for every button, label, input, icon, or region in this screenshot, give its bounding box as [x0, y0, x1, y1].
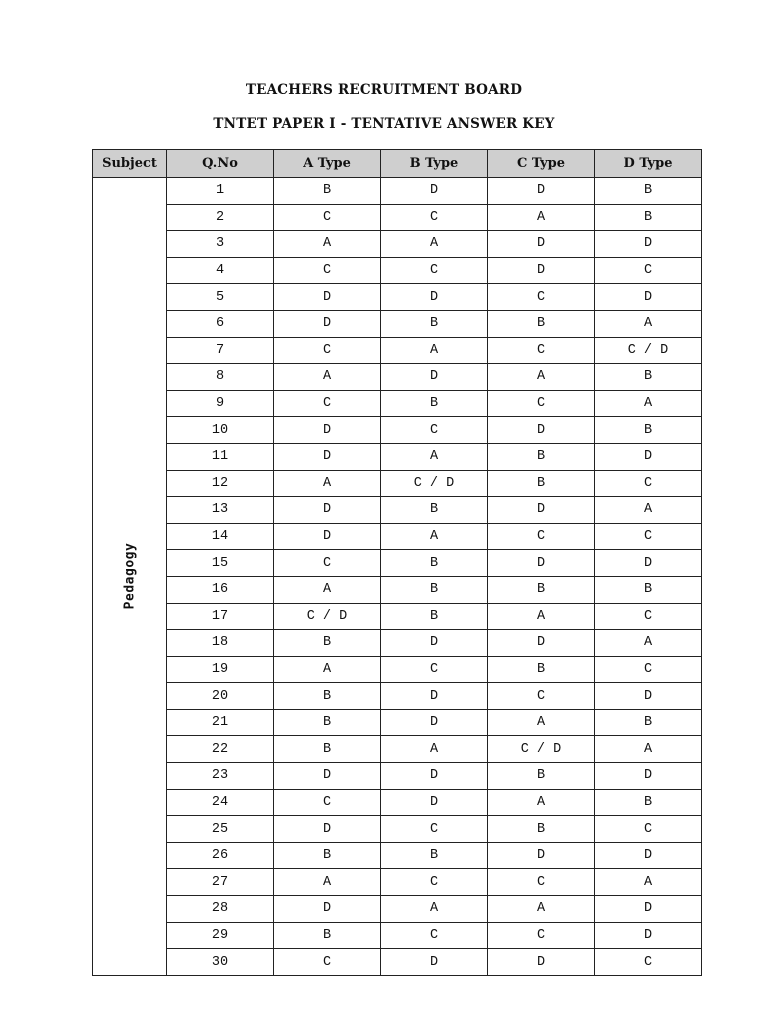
a-type-answer-cell: C / D — [274, 603, 381, 630]
b-type-answer-cell: B — [381, 576, 488, 603]
a-type-answer-cell: C — [274, 550, 381, 577]
c-type-answer-cell: C — [488, 683, 595, 710]
a-type-answer-cell: A — [274, 656, 381, 683]
d-type-answer-cell: A — [595, 630, 702, 657]
d-type-answer-cell: B — [595, 709, 702, 736]
a-type-answer-cell: C — [274, 789, 381, 816]
a-type-answer-cell: B — [274, 683, 381, 710]
question-number-cell: 2 — [167, 204, 274, 231]
d-type-answer-cell: A — [595, 869, 702, 896]
column-header-b-type: B Type — [381, 150, 488, 178]
question-number-cell: 29 — [167, 922, 274, 949]
a-type-answer-cell: D — [274, 310, 381, 337]
a-type-answer-cell: A — [274, 869, 381, 896]
question-number-cell: 25 — [167, 816, 274, 843]
c-type-answer-cell: D — [488, 630, 595, 657]
a-type-answer-cell: C — [274, 949, 381, 976]
table-row — [93, 257, 702, 284]
a-type-answer-cell: B — [274, 630, 381, 657]
a-type-answer-cell: A — [274, 231, 381, 258]
a-type-answer-cell: D — [274, 763, 381, 790]
a-type-answer-cell: D — [274, 443, 381, 470]
table-row — [93, 763, 702, 790]
d-type-answer-cell: A — [595, 497, 702, 524]
table-row — [93, 390, 702, 417]
question-number-cell: 13 — [167, 497, 274, 524]
b-type-answer-cell: A — [381, 337, 488, 364]
question-number-cell: 20 — [167, 683, 274, 710]
table-row — [93, 310, 702, 337]
d-type-answer-cell: C — [595, 257, 702, 284]
d-type-answer-cell: B — [595, 417, 702, 444]
a-type-answer-cell: C — [274, 204, 381, 231]
b-type-answer-cell: C — [381, 417, 488, 444]
b-type-answer-cell: A — [381, 443, 488, 470]
d-type-answer-cell: B — [595, 789, 702, 816]
a-type-answer-cell: C — [274, 390, 381, 417]
b-type-answer-cell: B — [381, 310, 488, 337]
table-row — [93, 603, 702, 630]
a-type-answer-cell: A — [274, 470, 381, 497]
board-title: TEACHERS RECRUITMENT BOARD — [245, 82, 523, 98]
d-type-answer-cell: C — [595, 949, 702, 976]
c-type-answer-cell: C — [488, 337, 595, 364]
question-number-cell: 27 — [167, 869, 274, 896]
b-type-answer-cell: D — [381, 364, 488, 391]
d-type-answer-cell: C — [595, 656, 702, 683]
question-number-cell: 23 — [167, 763, 274, 790]
b-type-answer-cell: C — [381, 656, 488, 683]
c-type-answer-cell: D — [488, 949, 595, 976]
c-type-answer-cell: B — [488, 470, 595, 497]
table-row — [93, 204, 702, 231]
table-row — [93, 443, 702, 470]
b-type-answer-cell: D — [381, 949, 488, 976]
question-number-cell: 1 — [167, 178, 274, 205]
question-number-cell: 4 — [167, 257, 274, 284]
c-type-answer-cell: C — [488, 869, 595, 896]
b-type-answer-cell: D — [381, 789, 488, 816]
subject-cell — [93, 178, 167, 976]
c-type-answer-cell: B — [488, 310, 595, 337]
column-header-subject: Subject — [93, 150, 167, 178]
table-row — [93, 789, 702, 816]
b-type-answer-cell: D — [381, 709, 488, 736]
c-type-answer-cell: A — [488, 789, 595, 816]
a-type-answer-cell: B — [274, 709, 381, 736]
b-type-answer-cell: B — [381, 390, 488, 417]
a-type-answer-cell: B — [274, 736, 381, 763]
question-number-cell: 28 — [167, 896, 274, 923]
a-type-answer-cell: D — [274, 896, 381, 923]
question-number-cell: 9 — [167, 390, 274, 417]
a-type-answer-cell: C — [274, 337, 381, 364]
question-number-cell: 6 — [167, 310, 274, 337]
table-row — [93, 470, 702, 497]
b-type-answer-cell: C — [381, 816, 488, 843]
column-header-d-type: D Type — [595, 150, 702, 178]
question-number-cell: 26 — [167, 842, 274, 869]
table-row — [93, 683, 702, 710]
c-type-answer-cell: B — [488, 763, 595, 790]
b-type-answer-cell: C / D — [381, 470, 488, 497]
b-type-answer-cell: C — [381, 869, 488, 896]
b-type-answer-cell: A — [381, 736, 488, 763]
subject-label: Pedagogy — [122, 543, 137, 610]
c-type-answer-cell: D — [488, 178, 595, 205]
question-number-cell: 19 — [167, 656, 274, 683]
a-type-answer-cell: B — [274, 922, 381, 949]
question-number-cell: 24 — [167, 789, 274, 816]
c-type-answer-cell: C — [488, 284, 595, 311]
d-type-answer-cell: D — [595, 550, 702, 577]
table-header-row — [93, 150, 702, 178]
a-type-answer-cell: D — [274, 497, 381, 524]
table-row — [93, 949, 702, 976]
b-type-answer-cell: C — [381, 257, 488, 284]
d-type-answer-cell: D — [595, 922, 702, 949]
c-type-answer-cell: D — [488, 257, 595, 284]
question-number-cell: 22 — [167, 736, 274, 763]
c-type-answer-cell: C / D — [488, 736, 595, 763]
a-type-answer-cell: B — [274, 842, 381, 869]
table-row — [93, 630, 702, 657]
d-type-answer-cell: D — [595, 896, 702, 923]
question-number-cell: 7 — [167, 337, 274, 364]
b-type-answer-cell: D — [381, 763, 488, 790]
a-type-answer-cell: D — [274, 816, 381, 843]
question-number-cell: 16 — [167, 576, 274, 603]
b-type-answer-cell: A — [381, 523, 488, 550]
d-type-answer-cell: C — [595, 816, 702, 843]
c-type-answer-cell: D — [488, 231, 595, 258]
b-type-answer-cell: C — [381, 922, 488, 949]
b-type-answer-cell: D — [381, 683, 488, 710]
table-row — [93, 497, 702, 524]
answer-key-table — [92, 149, 702, 976]
b-type-answer-cell: C — [381, 204, 488, 231]
d-type-answer-cell: B — [595, 576, 702, 603]
d-type-answer-cell: C — [595, 523, 702, 550]
c-type-answer-cell: B — [488, 816, 595, 843]
table-row — [93, 523, 702, 550]
question-number-cell: 30 — [167, 949, 274, 976]
d-type-answer-cell: C / D — [595, 337, 702, 364]
table-row — [93, 364, 702, 391]
d-type-answer-cell: A — [595, 310, 702, 337]
c-type-answer-cell: D — [488, 550, 595, 577]
d-type-answer-cell: B — [595, 178, 702, 205]
table-row — [93, 178, 702, 205]
b-type-answer-cell: B — [381, 603, 488, 630]
table-row — [93, 576, 702, 603]
b-type-answer-cell: D — [381, 178, 488, 205]
b-type-answer-cell: B — [381, 497, 488, 524]
b-type-answer-cell: A — [381, 896, 488, 923]
c-type-answer-cell: B — [488, 576, 595, 603]
c-type-answer-cell: A — [488, 204, 595, 231]
d-type-answer-cell: D — [595, 763, 702, 790]
table-row — [93, 816, 702, 843]
table-row — [93, 869, 702, 896]
d-type-answer-cell: A — [595, 390, 702, 417]
a-type-answer-cell: B — [274, 178, 381, 205]
d-type-answer-cell: D — [595, 842, 702, 869]
a-type-answer-cell: A — [274, 364, 381, 391]
b-type-answer-cell: B — [381, 842, 488, 869]
table-row — [93, 709, 702, 736]
b-type-answer-cell: D — [381, 630, 488, 657]
c-type-answer-cell: A — [488, 709, 595, 736]
column-header-c-type: C Type — [488, 150, 595, 178]
table-row — [93, 417, 702, 444]
question-number-cell: 15 — [167, 550, 274, 577]
answer-key-body — [93, 178, 702, 976]
table-row — [93, 656, 702, 683]
table-row — [93, 550, 702, 577]
table-row — [93, 896, 702, 923]
a-type-answer-cell: D — [274, 284, 381, 311]
question-number-cell: 5 — [167, 284, 274, 311]
d-type-answer-cell: A — [595, 736, 702, 763]
c-type-answer-cell: B — [488, 656, 595, 683]
column-header-a-type: A Type — [274, 150, 381, 178]
d-type-answer-cell: C — [595, 603, 702, 630]
c-type-answer-cell: A — [488, 896, 595, 923]
column-header-qno: Q.No — [167, 150, 274, 178]
c-type-answer-cell: A — [488, 364, 595, 391]
d-type-answer-cell: D — [595, 443, 702, 470]
table-row — [93, 842, 702, 869]
c-type-answer-cell: C — [488, 523, 595, 550]
question-number-cell: 21 — [167, 709, 274, 736]
b-type-answer-cell: D — [381, 284, 488, 311]
c-type-answer-cell: B — [488, 443, 595, 470]
c-type-answer-cell: C — [488, 922, 595, 949]
c-type-answer-cell: A — [488, 603, 595, 630]
d-type-answer-cell: D — [595, 231, 702, 258]
question-number-cell: 14 — [167, 523, 274, 550]
question-number-cell: 10 — [167, 417, 274, 444]
question-number-cell: 8 — [167, 364, 274, 391]
c-type-answer-cell: C — [488, 390, 595, 417]
d-type-answer-cell: D — [595, 284, 702, 311]
a-type-answer-cell: D — [274, 523, 381, 550]
a-type-answer-cell: A — [274, 576, 381, 603]
table-row — [93, 337, 702, 364]
table-row — [93, 284, 702, 311]
a-type-answer-cell: C — [274, 257, 381, 284]
table-row — [93, 922, 702, 949]
table-row — [93, 736, 702, 763]
d-type-answer-cell: B — [595, 364, 702, 391]
b-type-answer-cell: A — [381, 231, 488, 258]
table-row — [93, 231, 702, 258]
d-type-answer-cell: B — [595, 204, 702, 231]
question-number-cell: 3 — [167, 231, 274, 258]
c-type-answer-cell: D — [488, 497, 595, 524]
answer-key-title: TNTET PAPER I - TENTATIVE ANSWER KEY — [213, 116, 555, 132]
c-type-answer-cell: D — [488, 842, 595, 869]
question-number-cell: 17 — [167, 603, 274, 630]
d-type-answer-cell: D — [595, 683, 702, 710]
question-number-cell: 12 — [167, 470, 274, 497]
b-type-answer-cell: B — [381, 550, 488, 577]
d-type-answer-cell: C — [595, 470, 702, 497]
a-type-answer-cell: D — [274, 417, 381, 444]
question-number-cell: 18 — [167, 630, 274, 657]
c-type-answer-cell: D — [488, 417, 595, 444]
question-number-cell: 11 — [167, 443, 274, 470]
